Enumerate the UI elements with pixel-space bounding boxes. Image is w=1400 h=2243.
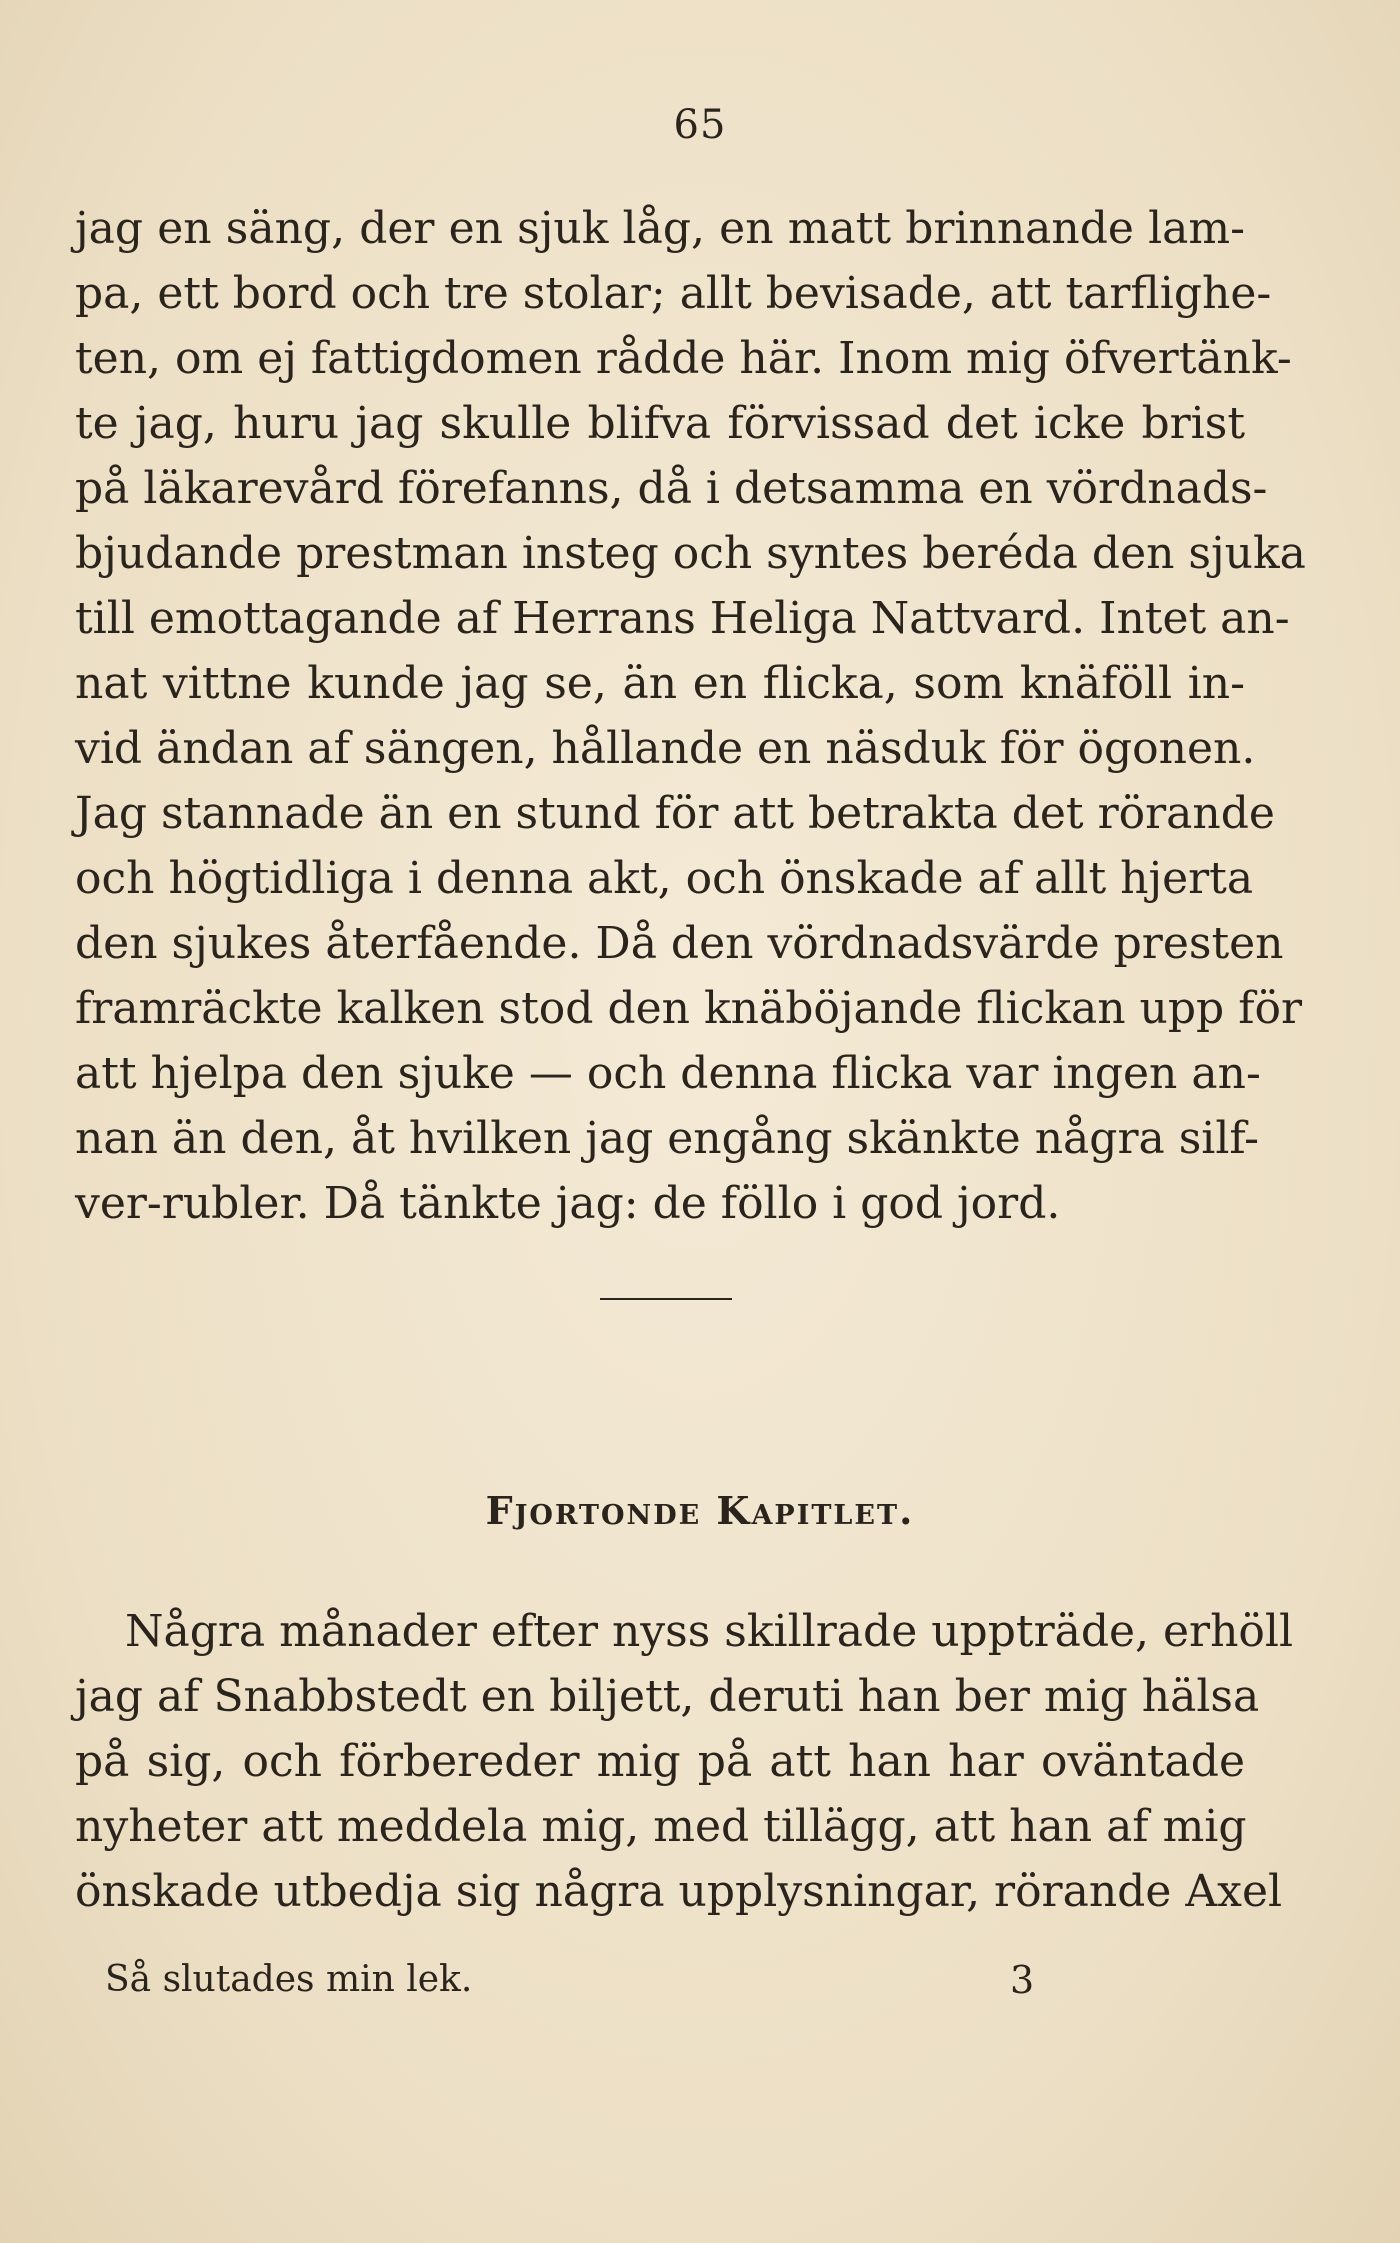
text-line: jag en säng, der en sjuk låg, en matt brinnande lam- (75, 203, 1245, 254)
paragraph-2 (75, 1599, 1294, 1924)
text-line: nan än den, åt hvilken jag engång skänkte några silf- (75, 1113, 1260, 1164)
text-line: på sig, och förbereder mig på att han har oväntade (75, 1736, 1245, 1787)
text-line: jag af Snabbstedt en biljett, deruti han ber mig hälsa (75, 1671, 1260, 1722)
section-divider (600, 1298, 732, 1300)
text-line: till emottagande af Herrans Heliga Nattvard. Intet an- (75, 593, 1290, 644)
text-line: ver-rubler. Då tänkte jag: de föllo i god jord. (75, 1178, 1061, 1229)
text-line: önskade utbedja sig några upplysningar, rörande Axel (75, 1866, 1283, 1917)
text-line: den sjukes återfående. Då den vördnadsvärde presten (75, 918, 1284, 969)
footer-signature: Så slutades min lek. (105, 1959, 473, 2000)
signature-mark: 3 (1010, 1958, 1035, 2002)
text-line: att hjelpa den sjuke — och denna flicka var ingen an- (75, 1048, 1261, 1099)
text-line: nyheter att meddela mig, med tillägg, att han af mig (75, 1801, 1247, 1852)
text-line: ten, om ej fattigdomen rådde här. Inom mig öfvertänk- (75, 333, 1292, 384)
chapter-heading: Fjortonde Kapitlet. (485, 1488, 915, 1533)
text-line: bjudande prestman insteg och syntes beréda den sjuka (75, 528, 1306, 579)
text-line: framräckte kalken stod den knäböjande flickan upp för (75, 983, 1303, 1034)
text-line: Jag stannade än en stund för att betrakta det rörande (75, 788, 1275, 839)
text-line: te jag, huru jag skulle blifva förvissad det icke brist (75, 398, 1245, 449)
text-line: Några månader efter nyss skillrade uppträde, erhöll (125, 1606, 1294, 1657)
text-line: och högtidliga i denna akt, och önskade af allt hjerta (75, 853, 1254, 904)
page-footer (105, 1950, 1105, 2010)
paragraph-1 (75, 196, 1306, 1236)
text-line: pa, ett bord och tre stolar; allt bevisade, att tarflighe- (75, 268, 1272, 319)
page-number: 65 (673, 102, 727, 148)
text-line: vid ändan af sängen, hållande en näsduk för ögonen. (75, 723, 1256, 774)
text-line: på läkarevård förefanns, då i detsamma en vördnads- (75, 463, 1268, 514)
text-line: nat vittne kunde jag se, än en flicka, som knäföll in- (75, 658, 1245, 709)
